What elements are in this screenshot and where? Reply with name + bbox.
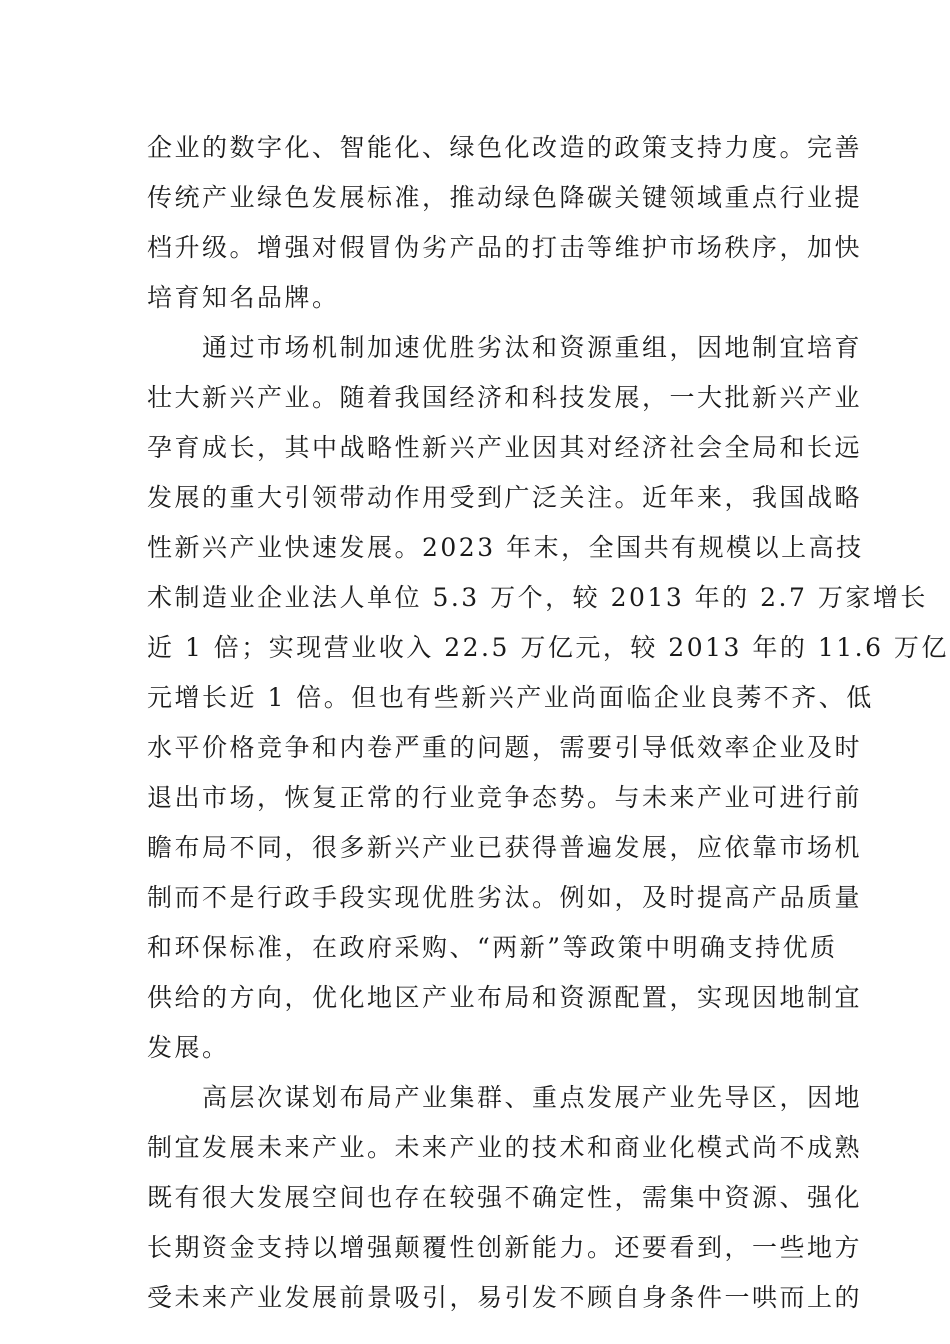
paragraph-2-line-13: 和环保标准，在政府采购、“两新”等政策中明确支持优质 bbox=[147, 933, 838, 962]
paragraph-2-line-12: 制而不是行政手段实现优胜劣汰。例如，及时提高产品质量 bbox=[147, 883, 863, 912]
paragraph-2-line-4: 发展的重大引领带动作用受到广泛关注。近年来，我国战略 bbox=[147, 483, 863, 512]
paragraph-2-line-7: 近 1 倍；实现营业收入 22.5 万亿元，较 2013 年的 11.6 万亿 bbox=[147, 633, 949, 662]
paragraph-1-line-2: 传统产业绿色发展标准，推动绿色降碳关键领域重点行业提 bbox=[147, 183, 863, 212]
paragraph-2-line-3: 孕育成长，其中战略性新兴产业因其对经济社会全局和长远 bbox=[147, 433, 863, 462]
paragraph-1-line-1: 企业的数字化、智能化、绿色化改造的政策支持力度。完善 bbox=[147, 133, 863, 162]
paragraph-3-line-4: 长期资金支持以增强颠覆性创新能力。还要看到，一些地方 bbox=[147, 1233, 863, 1262]
paragraph-3-line-3: 既有很大发展空间也存在较强不确定性，需集中资源、强化 bbox=[147, 1183, 863, 1212]
paragraph-1-line-4: 培育知名品牌。 bbox=[147, 283, 340, 312]
paragraph-2-line-8: 元增长近 1 倍。但也有些新兴产业尚面临企业良莠不齐、低 bbox=[147, 683, 874, 712]
paragraph-2-line-15: 发展。 bbox=[147, 1033, 230, 1062]
paragraph-2-line-10: 退出市场，恢复正常的行业竞争态势。与未来产业可进行前 bbox=[147, 783, 863, 812]
paragraph-2-line-2: 壮大新兴产业。随着我国经济和科技发展，一大批新兴产业 bbox=[147, 383, 863, 412]
paragraph-1-line-3: 档升级。增强对假冒伪劣产品的打击等维护市场秩序，加快 bbox=[147, 233, 863, 262]
paragraph-2-line-14: 供给的方向，优化地区产业布局和资源配置，实现因地制宜 bbox=[147, 983, 863, 1012]
paragraph-2-line-9: 水平价格竞争和内卷严重的问题，需要引导低效率企业及时 bbox=[147, 733, 863, 762]
paragraph-3-line-5: 受未来产业发展前景吸引，易引发不顾自身条件一哄而上的 bbox=[147, 1283, 863, 1312]
paragraph-2-line-5: 性新兴产业快速发展。2023 年末，全国共有规模以上高技 bbox=[147, 533, 864, 562]
paragraph-3-line-2: 制宜发展未来产业。未来产业的技术和商业化模式尚不成熟 bbox=[147, 1133, 863, 1162]
paragraph-2-line-1: 通过市场机制加速优胜劣汰和资源重组，因地制宜培育 bbox=[202, 333, 863, 362]
paragraph-2-line-6: 术制造业企业法人单位 5.3 万个，较 2013 年的 2.7 万家增长 bbox=[147, 583, 928, 612]
paragraph-2-line-11: 瞻布局不同，很多新兴产业已获得普遍发展，应依靠市场机 bbox=[147, 833, 863, 862]
paragraph-3-line-1: 高层次谋划布局产业集群、重点发展产业先导区，因地 bbox=[202, 1083, 863, 1112]
